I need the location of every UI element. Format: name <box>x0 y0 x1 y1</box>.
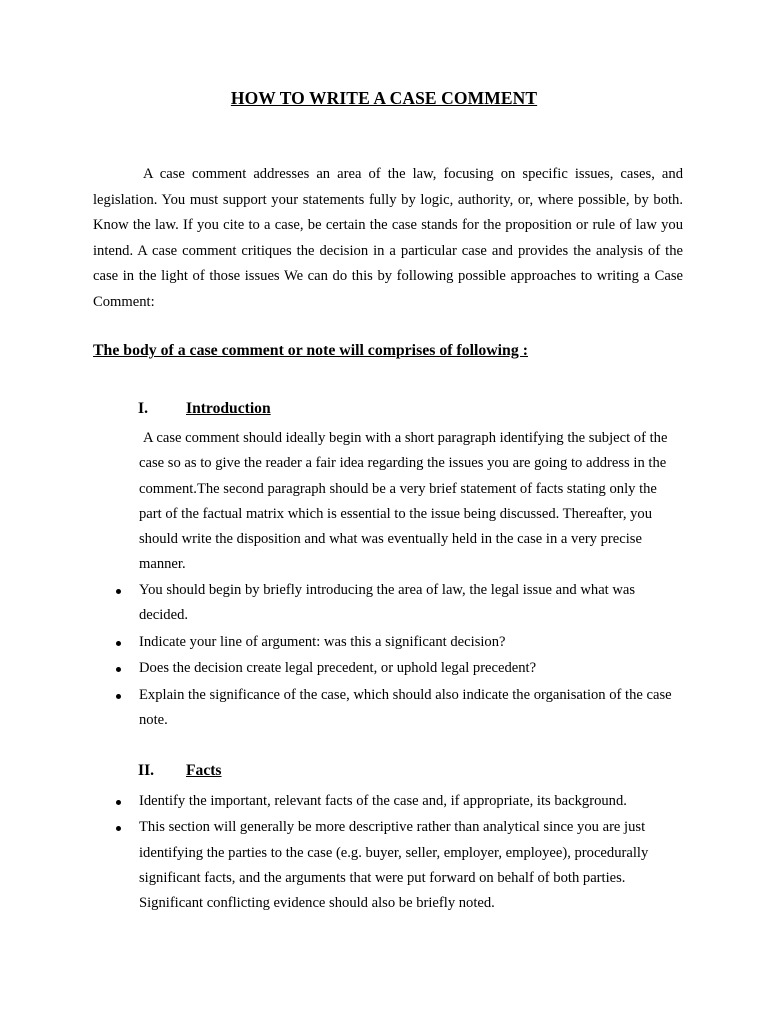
section-heading-facts <box>138 762 222 780</box>
list-item-text: This section will generally be more descriptive rather than analytical since you are just identifying the parties to the case (e.g. buyer, seller, employer, employee), procedurally significant facts, and the arguments that were put forward on behalf of both parties. Significant conflicting evidence should also be briefly noted. <box>139 819 649 912</box>
list-item-text: Identify the important, relevant facts of the case and, if appropriate, its background. <box>139 793 627 809</box>
list-item <box>0 683 679 734</box>
bullet-icon <box>116 800 121 805</box>
facts-bullet-list <box>0 789 768 918</box>
list-item <box>0 789 679 814</box>
list-item-text: Explain the significance of the case, which should also indicate the organisation of the case note. <box>139 686 672 729</box>
bullet-icon <box>116 826 121 831</box>
bullet-icon <box>116 667 121 672</box>
list-item <box>0 815 679 916</box>
section-title: Facts <box>186 762 222 779</box>
bullet-icon <box>116 694 121 699</box>
section-numeral: I. <box>138 400 148 417</box>
list-item-text: Indicate your line of argument: was this a significant decision? <box>139 633 506 650</box>
list-item <box>0 656 679 681</box>
introduction-paragraph: A case comment should ideally begin with a short paragraph identifying the subject of the case so as to give the reader a fair idea regarding the issues you are going to address in the comment.The second paragraph should be a very brief statement of facts stating only the part of the factual matrix which is essential to the issue being discussed. Thereafter, you should write the disposition and what was eventually held in the case in a very precise manner. <box>139 430 668 573</box>
list-item <box>0 630 679 655</box>
section-numeral: II. <box>138 762 155 779</box>
bullet-icon <box>116 641 121 646</box>
bullet-icon <box>116 589 121 594</box>
section-title: Introduction <box>186 400 271 417</box>
body-heading: The body of a case comment or note will comprises of following : <box>93 342 528 359</box>
list-item <box>0 578 679 629</box>
list-item-text: You should begin by briefly introducing the area of law, the legal issue and what was decided. <box>139 582 636 624</box>
document-title: HOW TO WRITE A CASE COMMENT <box>230 88 538 108</box>
introduction-bullet-list <box>0 578 768 735</box>
intro-paragraph: A case comment addresses an area of the law, focusing on specific issues, cases, and legislation. You must support your statements fully by logic, authority, or, where possible, by both. Know the law. If you cite to a case, be certain the case stands for the proposition or rule of law you intend. A case comment critiques the decision in a particular case and provides the analysis of the case in the light of those issues We can do this by following possible approaches to writing a Case Comment: <box>93 166 683 310</box>
list-item-text: Does the decision create legal precedent, or uphold legal precedent? <box>139 660 537 677</box>
section-heading-introduction <box>138 400 271 418</box>
